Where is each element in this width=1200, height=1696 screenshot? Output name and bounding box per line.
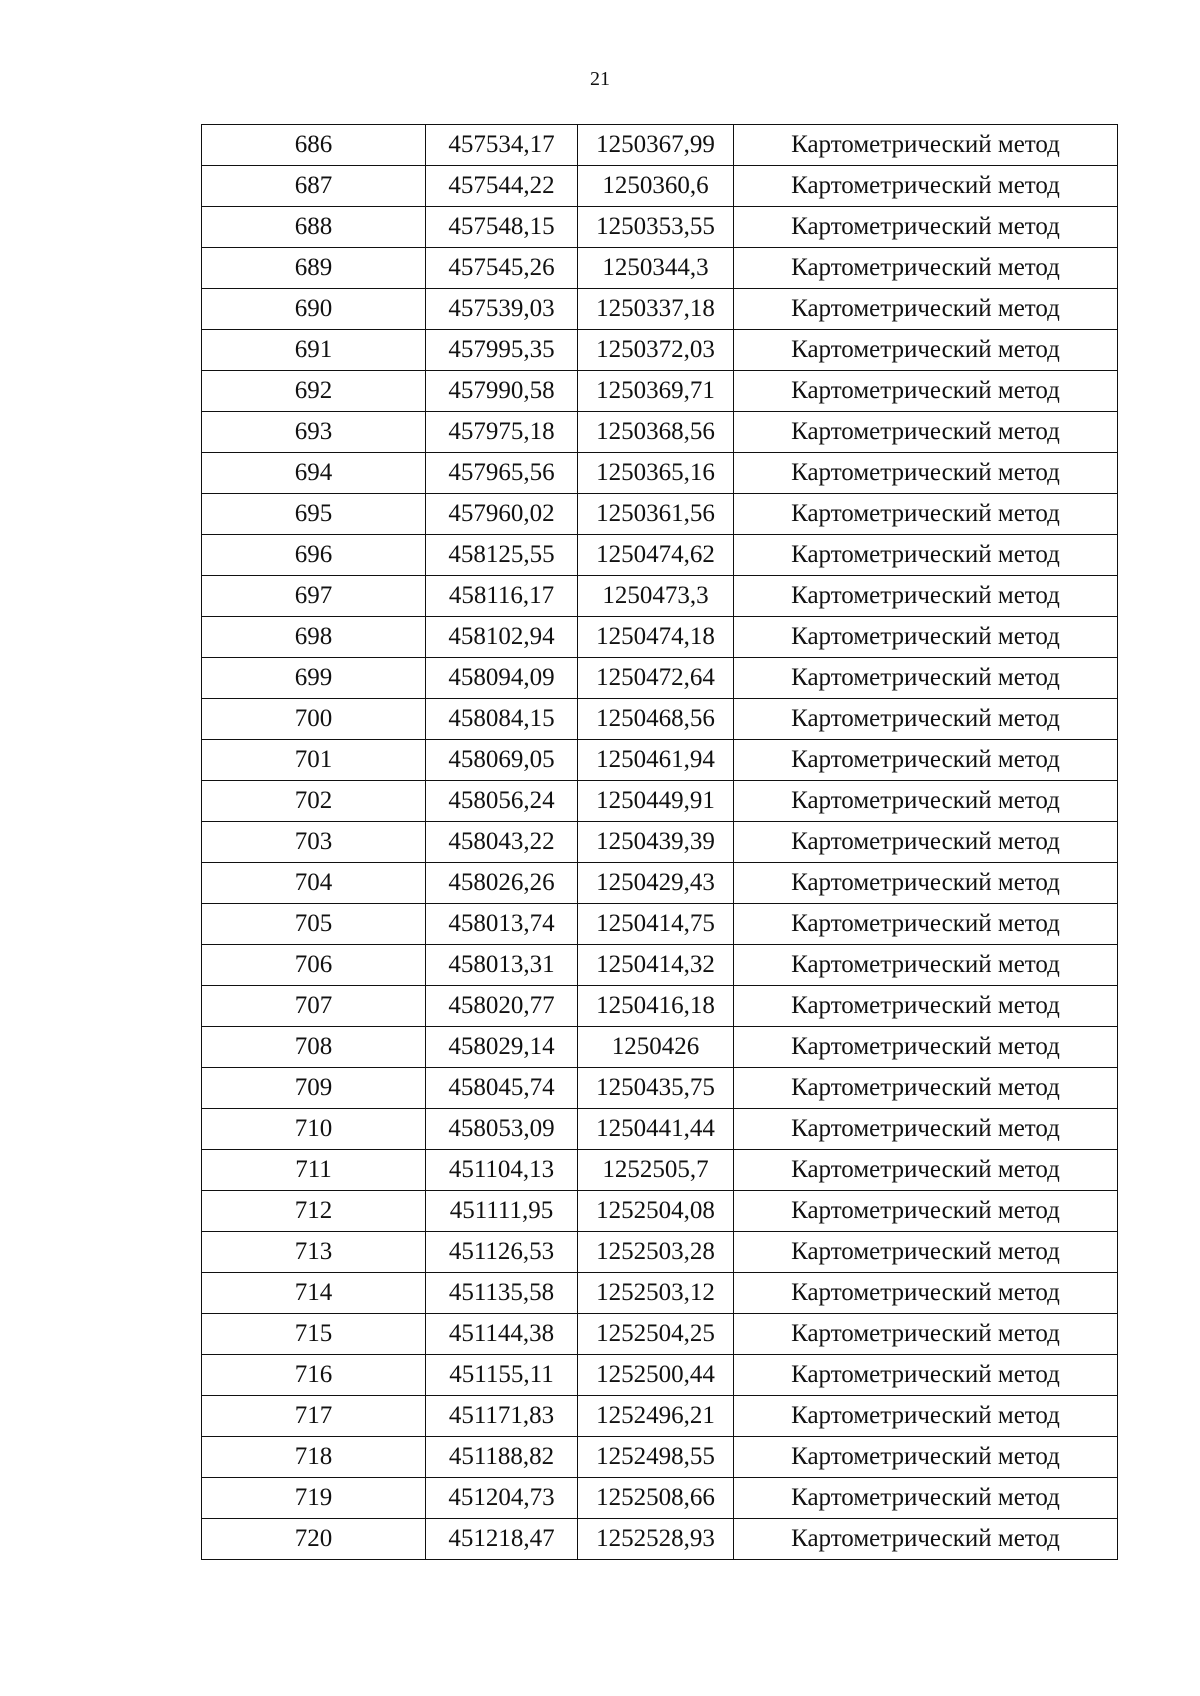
method-cell: Картометрический метод (734, 1191, 1118, 1232)
point-number-cell: 717 (202, 1396, 426, 1437)
point-number-cell: 697 (202, 576, 426, 617)
y-coordinate-cell: 1250367,99 (578, 125, 734, 166)
y-coordinate-cell: 1250472,64 (578, 658, 734, 699)
point-number-cell: 702 (202, 781, 426, 822)
table-row (202, 207, 1118, 248)
y-coordinate-cell: 1250449,91 (578, 781, 734, 822)
x-coordinate-cell: 458013,74 (426, 904, 578, 945)
x-coordinate-cell: 451104,13 (426, 1150, 578, 1191)
point-number-cell: 710 (202, 1109, 426, 1150)
method-cell: Картометрический метод (734, 945, 1118, 986)
point-number-cell: 704 (202, 863, 426, 904)
y-coordinate-cell: 1252504,25 (578, 1314, 734, 1355)
x-coordinate-cell: 458102,94 (426, 617, 578, 658)
table-row (202, 1150, 1118, 1191)
x-coordinate-cell: 457534,17 (426, 125, 578, 166)
table-row (202, 1314, 1118, 1355)
x-coordinate-cell: 451135,58 (426, 1273, 578, 1314)
y-coordinate-cell: 1250474,18 (578, 617, 734, 658)
x-coordinate-cell: 451171,83 (426, 1396, 578, 1437)
x-coordinate-cell: 457990,58 (426, 371, 578, 412)
point-number-cell: 718 (202, 1437, 426, 1478)
y-coordinate-cell: 1250473,3 (578, 576, 734, 617)
method-cell: Картометрический метод (734, 781, 1118, 822)
y-coordinate-cell: 1250468,56 (578, 699, 734, 740)
y-coordinate-cell: 1252504,08 (578, 1191, 734, 1232)
table-row (202, 658, 1118, 699)
table-row (202, 248, 1118, 289)
x-coordinate-cell: 451218,47 (426, 1519, 578, 1560)
table-row (202, 740, 1118, 781)
point-number-cell: 703 (202, 822, 426, 863)
method-cell: Картометрический метод (734, 535, 1118, 576)
point-number-cell: 698 (202, 617, 426, 658)
page-number: 21 (590, 68, 610, 90)
table-row (202, 863, 1118, 904)
table-row (202, 412, 1118, 453)
y-coordinate-cell: 1250361,56 (578, 494, 734, 535)
method-cell: Картометрический метод (734, 494, 1118, 535)
table-row (202, 1068, 1118, 1109)
point-number-cell: 694 (202, 453, 426, 494)
y-coordinate-cell: 1250441,44 (578, 1109, 734, 1150)
point-number-cell: 714 (202, 1273, 426, 1314)
method-cell: Картометрический метод (734, 699, 1118, 740)
method-cell: Картометрический метод (734, 248, 1118, 289)
y-coordinate-cell: 1250369,71 (578, 371, 734, 412)
y-coordinate-cell: 1252528,93 (578, 1519, 734, 1560)
x-coordinate-cell: 458043,22 (426, 822, 578, 863)
y-coordinate-cell: 1250439,39 (578, 822, 734, 863)
y-coordinate-cell: 1250353,55 (578, 207, 734, 248)
table-row (202, 494, 1118, 535)
x-coordinate-cell: 451155,11 (426, 1355, 578, 1396)
y-coordinate-cell: 1250426 (578, 1027, 734, 1068)
table-row (202, 1273, 1118, 1314)
y-coordinate-cell: 1252498,55 (578, 1437, 734, 1478)
point-number-cell: 691 (202, 330, 426, 371)
table-row (202, 1396, 1118, 1437)
table-row (202, 576, 1118, 617)
method-cell: Картометрический метод (734, 207, 1118, 248)
x-coordinate-cell: 458045,74 (426, 1068, 578, 1109)
coordinates-table (201, 124, 1118, 1560)
method-cell: Картометрический метод (734, 1232, 1118, 1273)
y-coordinate-cell: 1250429,43 (578, 863, 734, 904)
x-coordinate-cell: 457539,03 (426, 289, 578, 330)
method-cell: Картометрический метод (734, 658, 1118, 699)
x-coordinate-cell: 457544,22 (426, 166, 578, 207)
point-number-cell: 689 (202, 248, 426, 289)
method-cell: Картометрический метод (734, 166, 1118, 207)
x-coordinate-cell: 451126,53 (426, 1232, 578, 1273)
point-number-cell: 705 (202, 904, 426, 945)
table-row (202, 986, 1118, 1027)
method-cell: Картометрический метод (734, 740, 1118, 781)
point-number-cell: 711 (202, 1150, 426, 1191)
point-number-cell: 699 (202, 658, 426, 699)
table-row (202, 1232, 1118, 1273)
method-cell: Картометрический метод (734, 1150, 1118, 1191)
table-row (202, 535, 1118, 576)
x-coordinate-cell: 457545,26 (426, 248, 578, 289)
y-coordinate-cell: 1250344,3 (578, 248, 734, 289)
x-coordinate-cell: 457960,02 (426, 494, 578, 535)
y-coordinate-cell: 1250461,94 (578, 740, 734, 781)
method-cell: Картометрический метод (734, 453, 1118, 494)
method-cell: Картометрический метод (734, 863, 1118, 904)
y-coordinate-cell: 1250414,32 (578, 945, 734, 986)
point-number-cell: 707 (202, 986, 426, 1027)
y-coordinate-cell: 1252508,66 (578, 1478, 734, 1519)
point-number-cell: 720 (202, 1519, 426, 1560)
method-cell: Картометрический метод (734, 1273, 1118, 1314)
x-coordinate-cell: 458026,26 (426, 863, 578, 904)
table-row (202, 166, 1118, 207)
point-number-cell: 693 (202, 412, 426, 453)
point-number-cell: 719 (202, 1478, 426, 1519)
y-coordinate-cell: 1250337,18 (578, 289, 734, 330)
point-number-cell: 708 (202, 1027, 426, 1068)
y-coordinate-cell: 1250416,18 (578, 986, 734, 1027)
method-cell: Картометрический метод (734, 1396, 1118, 1437)
x-coordinate-cell: 458094,09 (426, 658, 578, 699)
table-row (202, 1437, 1118, 1478)
method-cell: Картометрический метод (734, 904, 1118, 945)
table-row (202, 1355, 1118, 1396)
point-number-cell: 695 (202, 494, 426, 535)
method-cell: Картометрический метод (734, 412, 1118, 453)
point-number-cell: 688 (202, 207, 426, 248)
x-coordinate-cell: 457975,18 (426, 412, 578, 453)
x-coordinate-cell: 458013,31 (426, 945, 578, 986)
method-cell: Картометрический метод (734, 576, 1118, 617)
table-row (202, 1191, 1118, 1232)
table-row (202, 904, 1118, 945)
x-coordinate-cell: 458056,24 (426, 781, 578, 822)
point-number-cell: 706 (202, 945, 426, 986)
point-number-cell: 709 (202, 1068, 426, 1109)
y-coordinate-cell: 1250435,75 (578, 1068, 734, 1109)
y-coordinate-cell: 1250474,62 (578, 535, 734, 576)
point-number-cell: 701 (202, 740, 426, 781)
point-number-cell: 713 (202, 1232, 426, 1273)
x-coordinate-cell: 458084,15 (426, 699, 578, 740)
y-coordinate-cell: 1250360,6 (578, 166, 734, 207)
y-coordinate-cell: 1252503,28 (578, 1232, 734, 1273)
method-cell: Картометрический метод (734, 1355, 1118, 1396)
table-row (202, 1027, 1118, 1068)
x-coordinate-cell: 457548,15 (426, 207, 578, 248)
x-coordinate-cell: 451144,38 (426, 1314, 578, 1355)
table-row (202, 371, 1118, 412)
y-coordinate-cell: 1250365,16 (578, 453, 734, 494)
x-coordinate-cell: 451111,95 (426, 1191, 578, 1232)
point-number-cell: 700 (202, 699, 426, 740)
y-coordinate-cell: 1252500,44 (578, 1355, 734, 1396)
table-row (202, 945, 1118, 986)
method-cell: Картометрический метод (734, 986, 1118, 1027)
table-row (202, 330, 1118, 371)
table-row (202, 125, 1118, 166)
y-coordinate-cell: 1250414,75 (578, 904, 734, 945)
point-number-cell: 686 (202, 125, 426, 166)
table-row (202, 822, 1118, 863)
x-coordinate-cell: 458053,09 (426, 1109, 578, 1150)
y-coordinate-cell: 1252505,7 (578, 1150, 734, 1191)
method-cell: Картометрический метод (734, 822, 1118, 863)
y-coordinate-cell: 1250372,03 (578, 330, 734, 371)
method-cell: Картометрический метод (734, 1314, 1118, 1355)
method-cell: Картометрический метод (734, 1027, 1118, 1068)
method-cell: Картометрический метод (734, 330, 1118, 371)
method-cell: Картометрический метод (734, 1478, 1118, 1519)
point-number-cell: 715 (202, 1314, 426, 1355)
point-number-cell: 690 (202, 289, 426, 330)
x-coordinate-cell: 458069,05 (426, 740, 578, 781)
method-cell: Картометрический метод (734, 1109, 1118, 1150)
x-coordinate-cell: 451204,73 (426, 1478, 578, 1519)
method-cell: Картометрический метод (734, 617, 1118, 658)
point-number-cell: 696 (202, 535, 426, 576)
x-coordinate-cell: 457995,35 (426, 330, 578, 371)
point-number-cell: 716 (202, 1355, 426, 1396)
x-coordinate-cell: 451188,82 (426, 1437, 578, 1478)
method-cell: Картометрический метод (734, 1068, 1118, 1109)
x-coordinate-cell: 457965,56 (426, 453, 578, 494)
coordinates-table-body (202, 125, 1118, 1560)
method-cell: Картометрический метод (734, 289, 1118, 330)
table-row (202, 453, 1118, 494)
table-row (202, 781, 1118, 822)
method-cell: Картометрический метод (734, 371, 1118, 412)
method-cell: Картометрический метод (734, 125, 1118, 166)
x-coordinate-cell: 458125,55 (426, 535, 578, 576)
x-coordinate-cell: 458116,17 (426, 576, 578, 617)
x-coordinate-cell: 458020,77 (426, 986, 578, 1027)
table-row (202, 1109, 1118, 1150)
table-row (202, 617, 1118, 658)
method-cell: Картометрический метод (734, 1519, 1118, 1560)
y-coordinate-cell: 1252496,21 (578, 1396, 734, 1437)
x-coordinate-cell: 458029,14 (426, 1027, 578, 1068)
table-row (202, 699, 1118, 740)
table-row (202, 289, 1118, 330)
y-coordinate-cell: 1252503,12 (578, 1273, 734, 1314)
y-coordinate-cell: 1250368,56 (578, 412, 734, 453)
point-number-cell: 687 (202, 166, 426, 207)
point-number-cell: 712 (202, 1191, 426, 1232)
table-row (202, 1519, 1118, 1560)
point-number-cell: 692 (202, 371, 426, 412)
method-cell: Картометрический метод (734, 1437, 1118, 1478)
table-row (202, 1478, 1118, 1519)
